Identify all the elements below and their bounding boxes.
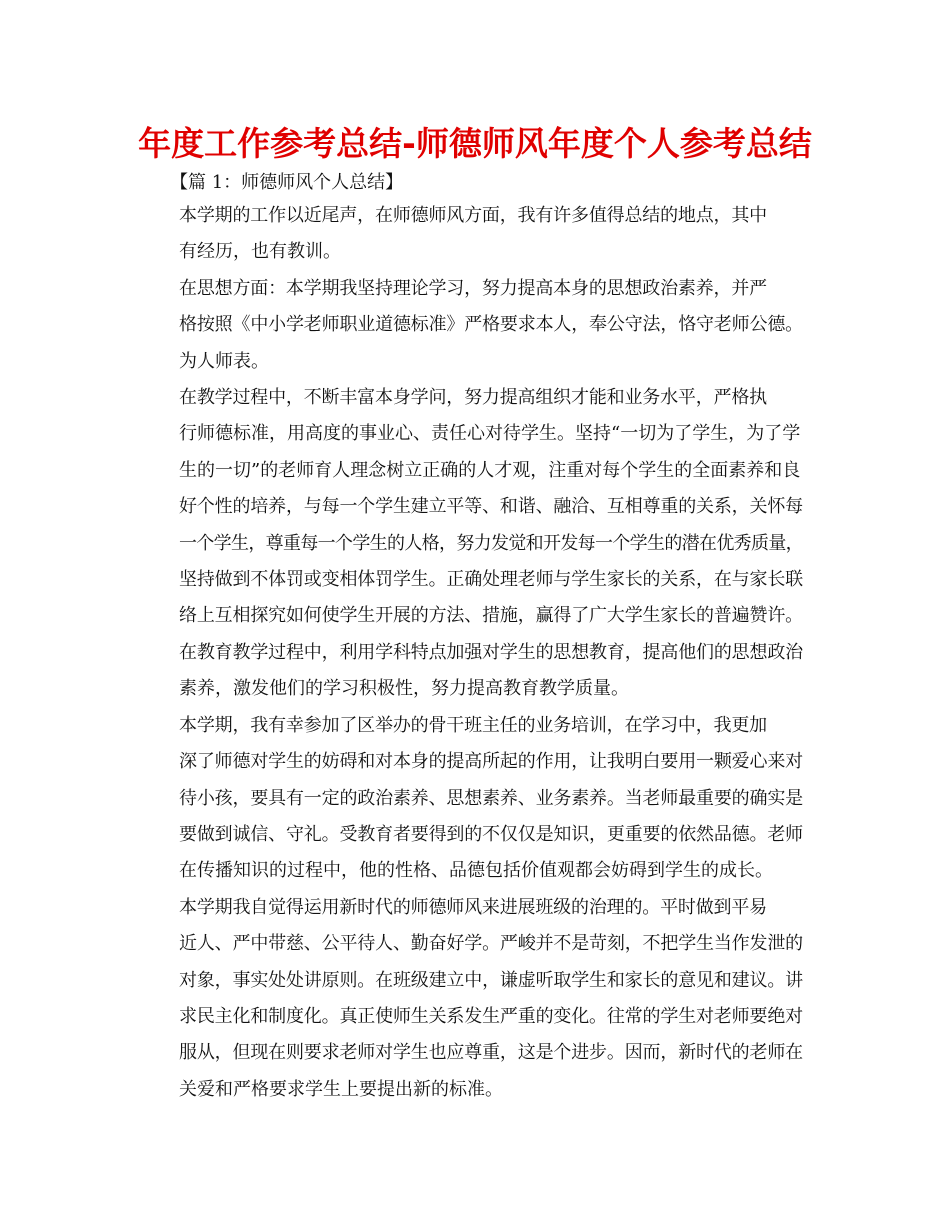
- paragraph-line: 坚持做到不体罚或变相体罚学生。正确处理老师与学生家长的关系，在与家长联: [179, 569, 803, 591]
- paragraph-line: 络上互相探究如何使学生开展的方法、措施，赢得了广大学生家长的普遍赞许。: [179, 605, 803, 627]
- paragraph-line: 为人师表。: [179, 350, 269, 372]
- paragraph-line: 服从，但现在则要求老师对学生也应尊重，这是个进步。因而，新时代的老师在: [179, 1042, 803, 1064]
- paragraph-line: 求民主化和制度化。真正使师生关系发生严重的变化。往常的学生对老师要绝对: [179, 1005, 803, 1027]
- paragraph: [143, 271, 803, 380]
- paragraph-line: 在传播知识的过程中，他的性格、品德包括价值观都会妨碍到学生的成长。: [179, 860, 773, 882]
- paragraph-line: 要做到诚信、守礼。受教育者要得到的不仅仅是知识，更重要的依然品德。老师: [179, 823, 803, 845]
- paragraph-line: 近人、严中带慈、公平待人、勤奋好学。严峻并不是苛刻，不把学生当作发泄的: [179, 933, 803, 955]
- section-heading: 【篇 1：师德师风个人总结】: [170, 172, 404, 193]
- paragraph-line: 待小孩，要具有一定的政治素养、思想素养、业务素养。当老师最重要的确实是: [179, 787, 803, 809]
- paragraph-line: 一个学生，尊重每一个学生的人格，努力发觉和开发每一个学生的潜在优秀质量，: [179, 532, 803, 554]
- paragraph-line: 本学期，我有幸参加了区举办的骨干班主任的业务培训，在学习中，我更加: [179, 714, 767, 736]
- paragraph: [143, 708, 803, 890]
- paragraph-line: 对象，事实处处讲原则。在班级建立中，谦虚听取学生和家长的意见和建议。讲: [179, 969, 803, 991]
- document-body: [143, 198, 803, 1108]
- paragraph: [143, 198, 803, 271]
- paragraph-line: 在教学过程中，不断丰富本身学问，努力提高组织才能和业务水平，严格执: [179, 387, 767, 409]
- paragraph: [143, 380, 803, 708]
- paragraph-line: 生的一切”的老师育人理念树立正确的人才观，注重对每个学生的全面素养和良: [179, 459, 801, 481]
- paragraph-line: 行师德标准，用高度的事业心、责任心对待学生。坚持“一切为了学生，为了学: [179, 423, 801, 445]
- paragraph-line: 格按照《中小学老师职业道德标准》严格要求本人，奉公守法，恪守老师公德。: [179, 314, 803, 336]
- paragraph-line: 素养，激发他们的学习积极性，努力提高教育教学质量。: [179, 678, 629, 700]
- paragraph-line: 好个性的培养，与每一个学生建立平等、和谐、融洽、互相尊重的关系，关怀每: [179, 496, 803, 518]
- paragraph-line: 关爱和严格要求学生上要提出新的标准。: [179, 1078, 503, 1100]
- paragraph-line: 有经历，也有教训。: [179, 241, 341, 263]
- document-title: 年度工作参考总结-师德师风年度个人参考总结: [138, 124, 812, 163]
- paragraph-line: 深了师德对学生的妨碍和对本身的提高所起的作用，让我明白要用一颗爱心来对: [179, 751, 803, 773]
- paragraph-line: 本学期我自觉得运用新时代的师德师风来进展班级的治理的。平时做到平易: [179, 896, 767, 918]
- paragraph-line: 本学期的工作以近尾声，在师德师风方面，我有许多值得总结的地点，其中: [179, 205, 767, 226]
- paragraph-line: 在教育教学过程中，利用学科特点加强对学生的思想教育，提高他们的思想政治: [179, 641, 803, 663]
- paragraph-line: 在思想方面：本学期我坚持理论学习，努力提高本身的思想政治素养，并严: [179, 277, 767, 299]
- paragraph: [143, 890, 803, 1108]
